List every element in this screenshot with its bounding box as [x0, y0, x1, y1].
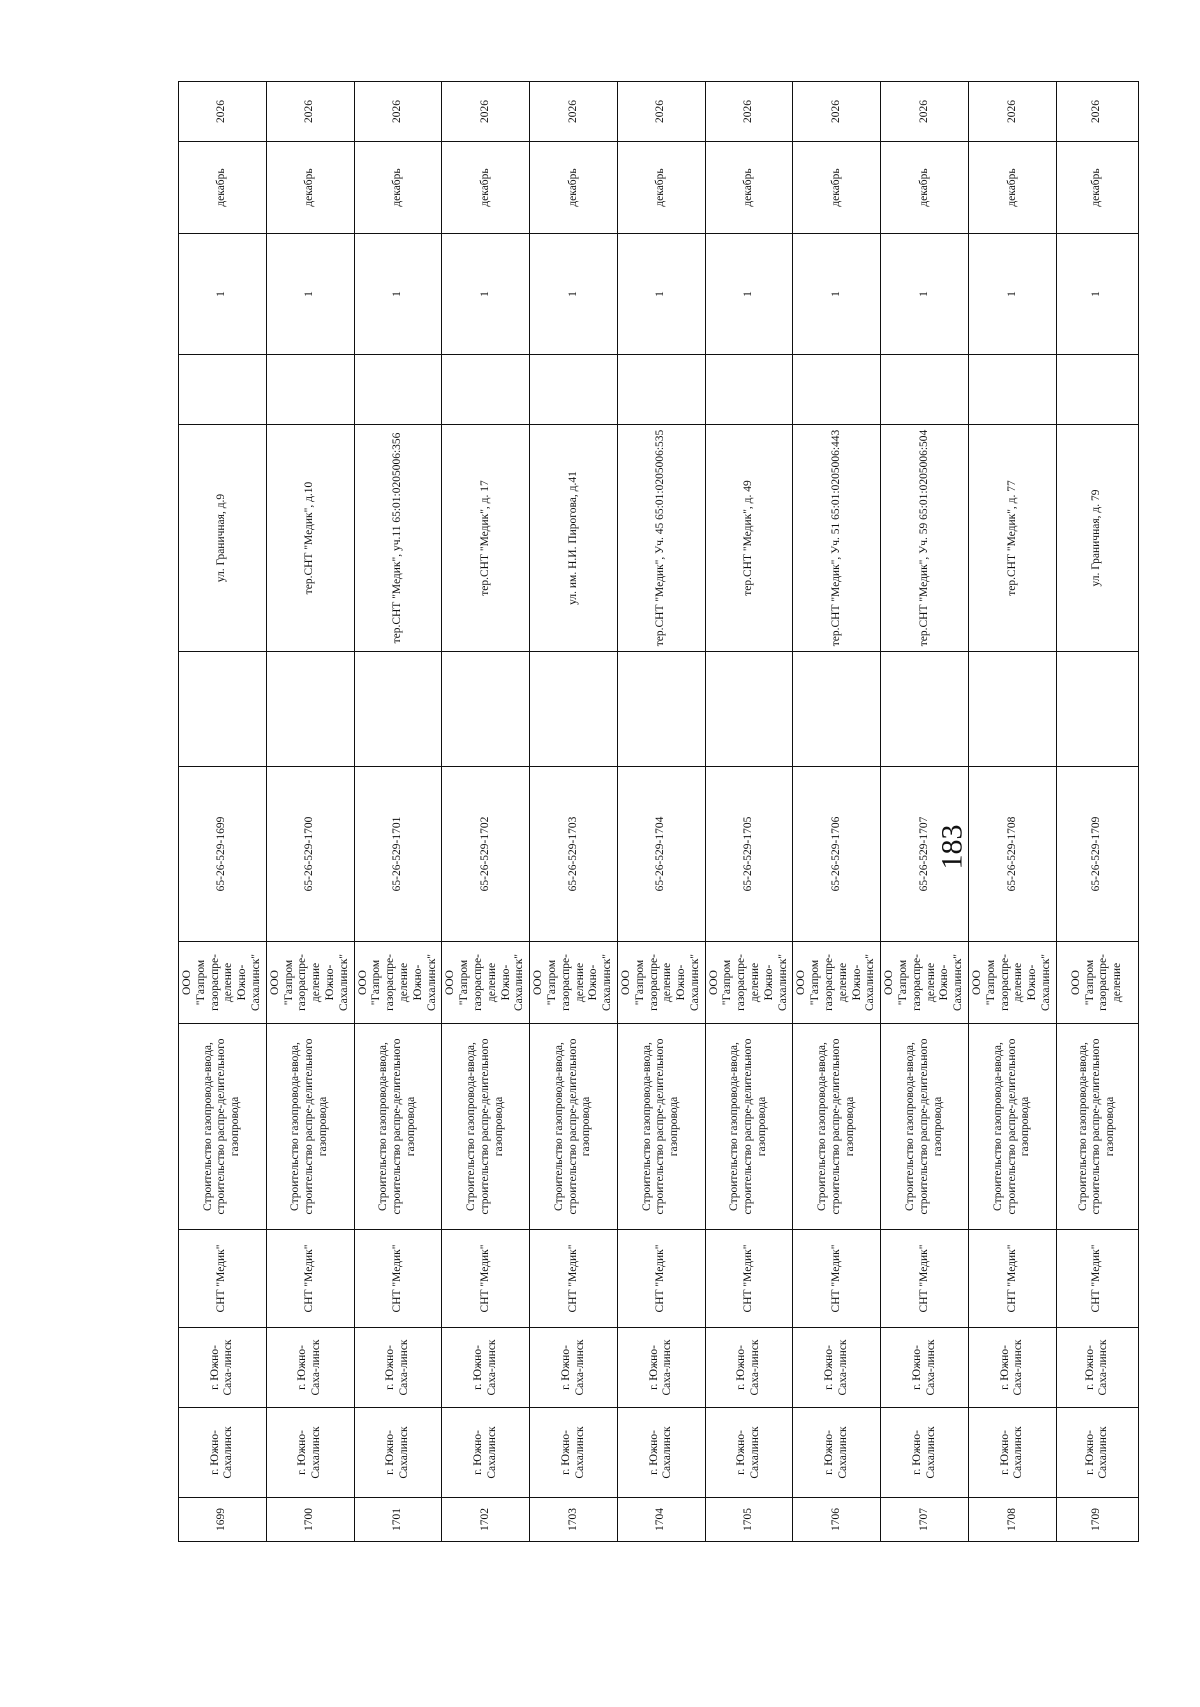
table-row	[969, 82, 1057, 1542]
quantity-cell: 1	[617, 234, 705, 355]
empty-cell	[530, 355, 618, 425]
row-number-cell: 1702	[442, 1498, 530, 1542]
address-cell: тер.СНТ "Медик", д. 17	[442, 425, 530, 652]
table-row	[793, 82, 881, 1542]
address-cell: ул. им. Н.И. Пирогова, д.41	[530, 425, 618, 652]
gas-connection-table-wrap	[178, 82, 1124, 1542]
organization-cell: ООО "Газпром газораспре-деление Южно-Сахалинск"	[530, 942, 618, 1024]
empty-cell	[881, 355, 969, 425]
address-cell: тер.СНТ "Медик", д.10	[266, 425, 354, 652]
city-cell: г. Южно-Сахалинск	[793, 1408, 881, 1498]
empty-cell	[793, 652, 881, 767]
district-cell: г. Южно-Саха-линск	[881, 1328, 969, 1408]
work-description-cell: Строительство газопровода-ввода, строительство распре-делительного газопровода	[266, 1024, 354, 1230]
organization-cell: ООО "Газпром газораспре-деление Южно-Сахалинск"	[179, 942, 267, 1024]
month-cell: декабрь	[442, 142, 530, 234]
address-cell: ул. Граничная, д.9	[179, 425, 267, 652]
code-cell: 65-26-529-1706	[793, 767, 881, 942]
empty-cell	[617, 355, 705, 425]
work-description-cell: Строительство газопровода-ввода, строительство распре-делительного газопровода	[881, 1024, 969, 1230]
row-number-cell: 1699	[179, 1498, 267, 1542]
row-number-cell: 1707	[881, 1498, 969, 1542]
organization-cell: ООО "Газпром газораспре-деление	[1056, 942, 1138, 1024]
address-cell: тер.СНТ "Медик", Уч. 45 65:01:0205006:535	[617, 425, 705, 652]
table-row	[179, 82, 267, 1542]
table-row	[442, 82, 530, 1542]
object-cell: СНТ "Медик"	[793, 1230, 881, 1328]
work-description-cell: Строительство газопровода-ввода, строительство распре-делительного газопровода	[179, 1024, 267, 1230]
row-number-cell: 1708	[969, 1498, 1057, 1542]
empty-cell	[969, 652, 1057, 767]
page-number: 183	[935, 824, 969, 870]
month-cell: декабрь	[793, 142, 881, 234]
city-cell: г. Южно-Сахалинск	[617, 1408, 705, 1498]
object-cell: СНТ "Медик"	[617, 1230, 705, 1328]
table-row	[705, 82, 793, 1542]
address-cell: тер.СНТ "Медик", д. 49	[705, 425, 793, 652]
district-cell: г. Южно-Саха-линск	[705, 1328, 793, 1408]
month-cell: декабрь	[881, 142, 969, 234]
district-cell: г. Южно-Саха-линск	[179, 1328, 267, 1408]
empty-cell	[354, 652, 442, 767]
organization-cell: ООО "Газпром газораспре-деление Южно-Сахалинск"	[705, 942, 793, 1024]
year-cell: 2026	[354, 82, 442, 142]
year-cell: 2026	[442, 82, 530, 142]
month-cell: декабрь	[354, 142, 442, 234]
table-row	[530, 82, 618, 1542]
year-cell: 2026	[617, 82, 705, 142]
row-number-cell: 1700	[266, 1498, 354, 1542]
city-cell: г. Южно-Сахалинск	[1056, 1408, 1138, 1498]
month-cell: декабрь	[530, 142, 618, 234]
object-cell: СНТ "Медик"	[705, 1230, 793, 1328]
organization-cell: ООО "Газпром газораспре-деление Южно-Сахалинск"	[969, 942, 1057, 1024]
address-cell: тер.СНТ "Медик", уч.11 65:01:0205006:356	[354, 425, 442, 652]
year-cell: 2026	[793, 82, 881, 142]
empty-cell	[793, 355, 881, 425]
code-cell: 65-26-529-1709	[1056, 767, 1138, 942]
year-cell: 2026	[266, 82, 354, 142]
year-cell: 2026	[530, 82, 618, 142]
organization-cell: ООО "Газпром газораспре-деление Южно-Сахалинск"	[354, 942, 442, 1024]
quantity-cell: 1	[179, 234, 267, 355]
object-cell: СНТ "Медик"	[442, 1230, 530, 1328]
work-description-cell: Строительство газопровода-ввода, строительство распре-делительного газопровода	[354, 1024, 442, 1230]
work-description-cell: Строительство газопровода-ввода, строительство распре-делительного газопровода	[969, 1024, 1057, 1230]
city-cell: г. Южно-Сахалинск	[266, 1408, 354, 1498]
organization-cell: ООО "Газпром газораспре-деление Южно-Сахалинск"	[266, 942, 354, 1024]
row-number-cell: 1701	[354, 1498, 442, 1542]
code-cell: 65-26-529-1708	[969, 767, 1057, 942]
empty-cell	[530, 652, 618, 767]
quantity-cell: 1	[442, 234, 530, 355]
work-description-cell: Строительство газопровода-ввода, строительство распре-делительного газопровода	[442, 1024, 530, 1230]
table-row	[266, 82, 354, 1542]
month-cell: декабрь	[617, 142, 705, 234]
year-cell: 2026	[1056, 82, 1138, 142]
quantity-cell: 1	[793, 234, 881, 355]
empty-cell	[881, 652, 969, 767]
table-row	[354, 82, 442, 1542]
work-description-cell: Строительство газопровода-ввода, строительство распре-делительного газопровода	[793, 1024, 881, 1230]
city-cell: г. Южно-Сахалинск	[969, 1408, 1057, 1498]
address-cell: тер.СНТ "Медик", д. 77	[969, 425, 1057, 652]
code-cell: 65-26-529-1704	[617, 767, 705, 942]
quantity-cell: 1	[266, 234, 354, 355]
code-cell: 65-26-529-1700	[266, 767, 354, 942]
empty-cell	[179, 355, 267, 425]
table-row	[1056, 82, 1138, 1542]
quantity-cell: 1	[354, 234, 442, 355]
work-description-cell: Строительство газопровода-ввода, строительство распре-делительного газопровода	[617, 1024, 705, 1230]
district-cell: г. Южно-Саха-линск	[617, 1328, 705, 1408]
organization-cell: ООО "Газпром газораспре-деление Южно-Сахалинск"	[617, 942, 705, 1024]
gas-connection-table	[178, 81, 1139, 1542]
city-cell: г. Южно-Сахалинск	[179, 1408, 267, 1498]
work-description-cell: Строительство газопровода-ввода, строительство распре-делительного газопровода	[530, 1024, 618, 1230]
code-cell: 65-26-529-1702	[442, 767, 530, 942]
row-number-cell: 1703	[530, 1498, 618, 1542]
address-cell: ул. Граничная, д. 79	[1056, 425, 1138, 652]
district-cell: г. Южно-Саха-линск	[1056, 1328, 1138, 1408]
empty-cell	[1056, 652, 1138, 767]
empty-cell	[969, 355, 1057, 425]
district-cell: г. Южно-Саха-линск	[354, 1328, 442, 1408]
empty-cell	[266, 652, 354, 767]
address-cell: тер.СНТ "Медик", Уч. 59 65:01:0205006:504	[881, 425, 969, 652]
object-cell: СНТ "Медик"	[179, 1230, 267, 1328]
empty-cell	[354, 355, 442, 425]
city-cell: г. Южно-Сахалинск	[354, 1408, 442, 1498]
city-cell: г. Южно-Сахалинск	[881, 1408, 969, 1498]
work-description-cell: Строительство газопровода-ввода, строительство распре-делительного газопровода	[1056, 1024, 1138, 1230]
object-cell: СНТ "Медик"	[881, 1230, 969, 1328]
organization-cell: ООО "Газпром газораспре-деление Южно-Сахалинск"	[881, 942, 969, 1024]
month-cell: декабрь	[1056, 142, 1138, 234]
object-cell: СНТ "Медик"	[969, 1230, 1057, 1328]
year-cell: 2026	[179, 82, 267, 142]
row-number-cell: 1705	[705, 1498, 793, 1542]
district-cell: г. Южно-Саха-линск	[266, 1328, 354, 1408]
empty-cell	[266, 355, 354, 425]
month-cell: декабрь	[969, 142, 1057, 234]
address-cell: тер.СНТ "Медик", Уч. 51 65:01:0205006:443	[793, 425, 881, 652]
district-cell: г. Южно-Саха-линск	[530, 1328, 618, 1408]
city-cell: г. Южно-Сахалинск	[442, 1408, 530, 1498]
table-body	[179, 82, 1139, 1542]
row-number-cell: 1706	[793, 1498, 881, 1542]
empty-cell	[179, 652, 267, 767]
city-cell: г. Южно-Сахалинск	[705, 1408, 793, 1498]
empty-cell	[705, 652, 793, 767]
organization-cell: ООО "Газпром газораспре-деление Южно-Сахалинск"	[793, 942, 881, 1024]
quantity-cell: 1	[1056, 234, 1138, 355]
district-cell: г. Южно-Саха-линск	[969, 1328, 1057, 1408]
table-row	[881, 82, 969, 1542]
object-cell: СНТ "Медик"	[266, 1230, 354, 1328]
quantity-cell: 1	[530, 234, 618, 355]
empty-cell	[705, 355, 793, 425]
quantity-cell: 1	[881, 234, 969, 355]
month-cell: декабрь	[266, 142, 354, 234]
year-cell: 2026	[969, 82, 1057, 142]
work-description-cell: Строительство газопровода-ввода, строительство распре-делительного газопровода	[705, 1024, 793, 1230]
row-number-cell: 1709	[1056, 1498, 1138, 1542]
row-number-cell: 1704	[617, 1498, 705, 1542]
quantity-cell: 1	[705, 234, 793, 355]
empty-cell	[1056, 355, 1138, 425]
quantity-cell: 1	[969, 234, 1057, 355]
table-row	[617, 82, 705, 1542]
code-cell: 65-26-529-1705	[705, 767, 793, 942]
code-cell: 65-26-529-1699	[179, 767, 267, 942]
district-cell: г. Южно-Саха-линск	[442, 1328, 530, 1408]
month-cell: декабрь	[179, 142, 267, 234]
year-cell: 2026	[705, 82, 793, 142]
object-cell: СНТ "Медик"	[354, 1230, 442, 1328]
city-cell: г. Южно-Сахалинск	[530, 1408, 618, 1498]
code-cell: 65-26-529-1701	[354, 767, 442, 942]
organization-cell: ООО "Газпром газораспре-деление Южно-Сахалинск"	[442, 942, 530, 1024]
month-cell: декабрь	[705, 142, 793, 234]
empty-cell	[617, 652, 705, 767]
object-cell: СНТ "Медик"	[1056, 1230, 1138, 1328]
empty-cell	[442, 355, 530, 425]
district-cell: г. Южно-Саха-линск	[793, 1328, 881, 1408]
empty-cell	[442, 652, 530, 767]
code-cell: 65-26-529-1707	[881, 767, 969, 942]
code-cell: 65-26-529-1703	[530, 767, 618, 942]
year-cell: 2026	[881, 82, 969, 142]
object-cell: СНТ "Медик"	[530, 1230, 618, 1328]
